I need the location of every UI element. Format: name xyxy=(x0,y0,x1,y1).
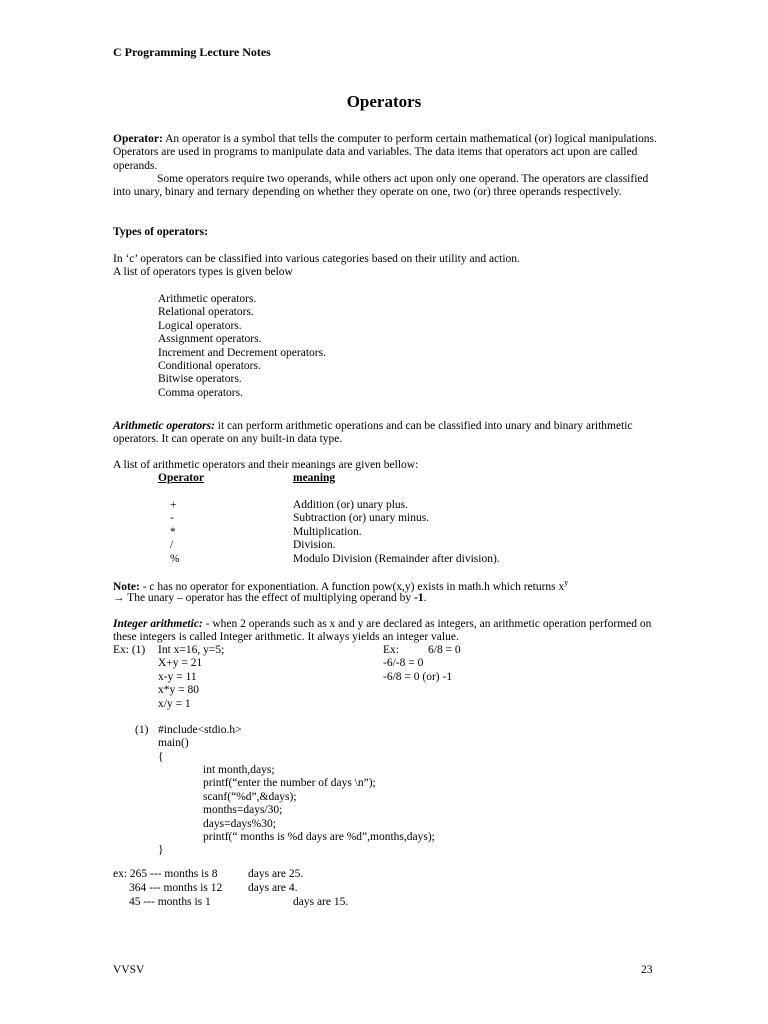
example-line: x-y = 11 xyxy=(158,670,197,683)
example-left xyxy=(158,644,224,711)
running-header: C Programming Lecture Notes xyxy=(113,45,271,59)
intro-label: Operator: xyxy=(113,133,163,145)
code-line: scanf(“%d”,&days); xyxy=(203,790,297,803)
code-line: printf(“enter the number of days \n”); xyxy=(203,777,376,790)
example-line: x/y = 1 xyxy=(158,697,191,710)
output-line: days are 4. xyxy=(248,882,298,894)
example-line: Int x=16, y=5; xyxy=(158,644,225,656)
note-line2 xyxy=(113,592,427,604)
table-cell-op: / xyxy=(170,539,174,552)
operator-meanings xyxy=(293,499,500,566)
output-line: days are 15. xyxy=(293,896,349,908)
intarith-paragraph xyxy=(113,618,658,645)
arith-text: it can perform arithmetic operations and can be classified into unary and binary arithmetic operators. It can operate on any built-in data type. xyxy=(113,420,633,446)
code-line: months=days/30; xyxy=(203,804,283,817)
code-line: #include<stdio.h> xyxy=(158,724,242,736)
footer-left: VVSV xyxy=(113,964,145,976)
list-item: Bitwise operators. xyxy=(158,373,242,386)
types-heading: Types of operators: xyxy=(113,226,208,238)
example-line: X+y = 21 xyxy=(158,657,203,670)
code-line: } xyxy=(158,844,164,856)
output-line: days are 25. xyxy=(248,868,304,880)
example-right-line: -6/8 = 0 (or) -1 xyxy=(383,671,453,683)
table-cell-meaning: Addition (or) unary plus. xyxy=(293,499,408,511)
note-line2-text: The unary – operator has the effect of multiplying operand by xyxy=(124,592,415,604)
example-right-line: -6/-8 = 0 xyxy=(383,657,424,669)
table-cell-op: + xyxy=(170,499,177,511)
output-line: 45 --- months is 1 xyxy=(129,896,211,908)
code-line: int month,days; xyxy=(203,764,275,776)
example-line: x*y = 80 xyxy=(158,684,199,697)
program-inner xyxy=(203,764,435,844)
code-line: printf(“ months is %d days are %d”,months,days); xyxy=(203,831,435,844)
list-item: Conditional operators. xyxy=(158,360,261,373)
note-line1 xyxy=(113,578,568,593)
table-cell-op: - xyxy=(170,512,174,525)
note-text: - c has no operator for exponentiation. A function pow(x,y) exists in math.h which returns x xyxy=(139,580,565,593)
table-cell-meaning: Multiplication. xyxy=(293,525,362,538)
list-item: Logical operators. xyxy=(158,319,242,332)
arrow-icon: → xyxy=(113,592,125,604)
operator-types-list xyxy=(158,293,326,400)
table-cell-meaning: Subtraction (or) unary minus. xyxy=(293,512,430,525)
types-line1: In ‘c’ operators can be classified into various categories based on their utility and action. xyxy=(113,253,520,265)
code-line: { xyxy=(158,750,164,763)
intro-text-2a: Some operators require two operands, while others act upon only one operand. The operators are xyxy=(157,173,602,185)
example2-label: Ex: xyxy=(383,644,399,656)
list-item: Increment and Decrement operators. xyxy=(158,346,326,359)
output-line: 364 --- months is 12 xyxy=(129,882,223,894)
code-line: main() xyxy=(158,737,189,750)
list-item: Comma operators. xyxy=(158,386,243,399)
arith-list-intro: A list of arithmetic operators and their meanings are given bellow: xyxy=(113,459,419,471)
table-cell-op: * xyxy=(170,525,176,538)
col-meaning-header: meaning xyxy=(293,472,336,484)
list-item: Arithmetic operators. xyxy=(158,293,257,305)
note-line2-bold: -1 xyxy=(414,592,424,604)
intarith-text: - when 2 operands such as x and y are declared as integers, an arithmetic operation performed on these integers is called Integer arithmetic. It always yields an integer value. xyxy=(113,618,652,644)
intro-text: An operator is a symbol that tells the computer to perform certain mathematical (or) logical manipulations. Operators are used in programs to manipulate data and variables. The data items that operators act upon are called operands. xyxy=(113,133,657,172)
output-line: ex: 265 --- months is 8 xyxy=(113,868,218,880)
example-right-line: 6/8 = 0 xyxy=(428,644,461,656)
note-label: Note: xyxy=(113,580,140,593)
arith-paragraph xyxy=(113,420,658,447)
table-cell-op: % xyxy=(170,552,180,565)
program-outer xyxy=(158,724,242,764)
page-title: Operators xyxy=(346,92,422,111)
intarith-label: Integer arithmetic: xyxy=(113,618,203,630)
types-line2: A list of operators types is given below xyxy=(113,266,293,278)
list-item: Assignment operators. xyxy=(158,333,262,346)
intro-paragraph-2 xyxy=(113,173,658,200)
col-operator-header: Operator xyxy=(158,472,204,484)
operator-symbols xyxy=(170,499,190,566)
arith-label: Arithmetic operators: xyxy=(113,420,215,432)
table-cell-meaning: Modulo Division (Remainder after division). xyxy=(293,552,500,565)
note-sup: y xyxy=(564,578,569,587)
page-number: 23 xyxy=(641,964,653,976)
note-line2-end: . xyxy=(423,592,427,604)
program-label: (1) xyxy=(135,724,149,736)
list-item: Relational operators. xyxy=(158,306,254,319)
example-label: Ex: (1) xyxy=(113,644,146,656)
intro-paragraph xyxy=(113,133,658,173)
code-line: days=days%30; xyxy=(203,817,276,830)
intro-text-2b: classified into unary, binary and ternary depending on whether they operate on one, two (or) three operands respectively. xyxy=(113,173,649,199)
table-cell-meaning: Division. xyxy=(293,539,336,552)
